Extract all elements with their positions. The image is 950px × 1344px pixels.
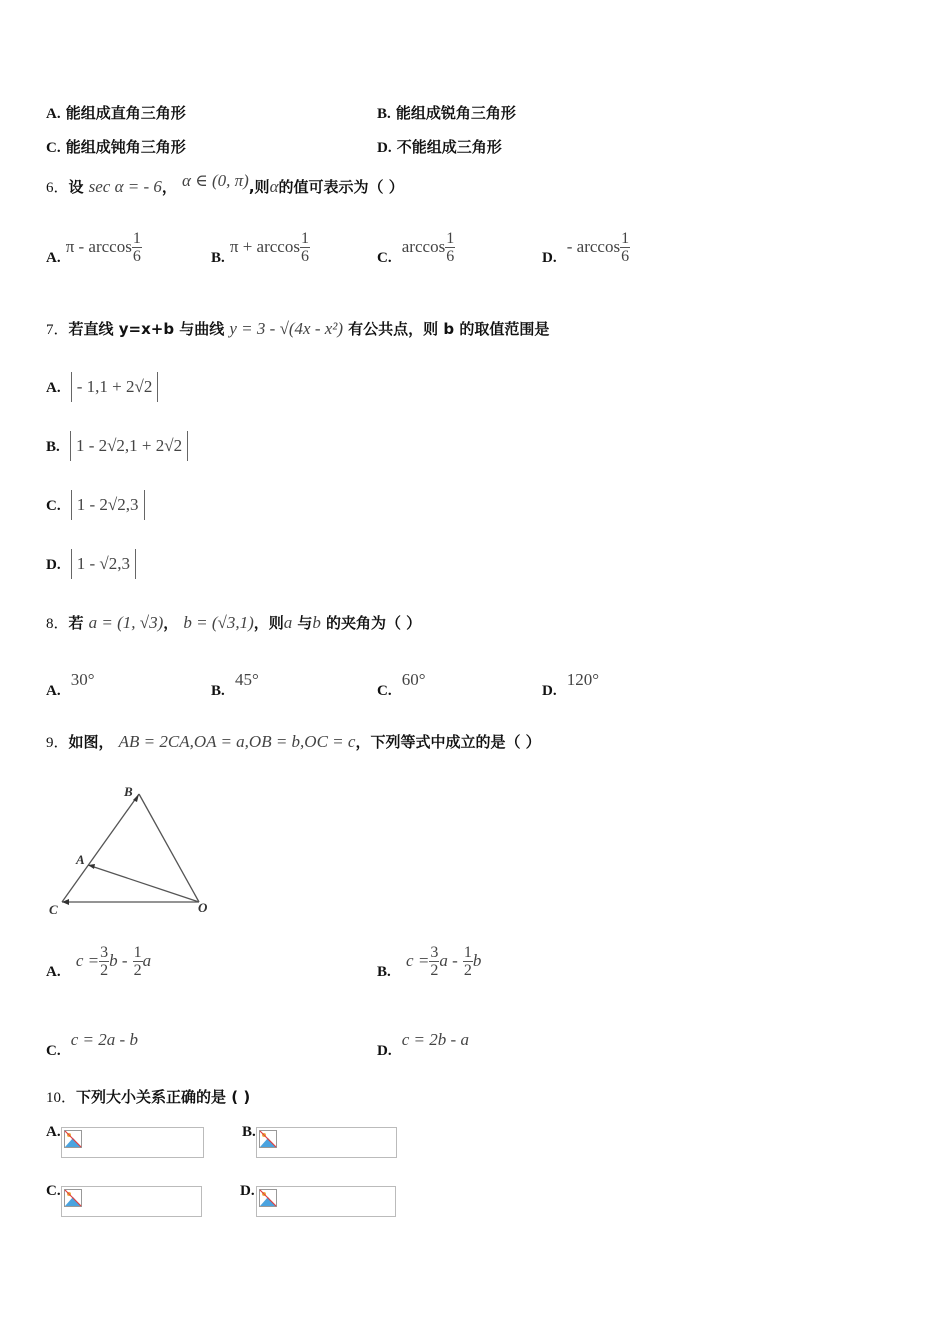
q10-option-b-label: B. — [242, 1124, 256, 1140]
q9-option-b: B. c = $\frac{3}{2}$ a - $\frac{1}{2}$ b — [377, 944, 482, 980]
q10-option-d-image — [256, 1186, 396, 1217]
q10-option-a-label: A. — [46, 1124, 61, 1140]
q7-option-b: B. 1 - 2√2,1 + 2√2 — [46, 431, 188, 461]
triangle-figure — [44, 780, 219, 920]
q6-option-a: A. π - arccos $\frac{1}{6}$ — [46, 230, 141, 266]
q9-option-a: A. c = $\frac{3}{2}$ b - $\frac{1}{2}$ a — [46, 944, 152, 980]
q5-option-a: A. 能组成直角三角形 — [46, 104, 186, 122]
q9-stem: 9．如图， AB = 2CA,OA = a,OB = b,OC = c，下列等式中成立的是（ ） — [46, 732, 541, 751]
q10-option-a-image — [61, 1127, 204, 1158]
q6-stem: 6．设 sec α = - 6， α ∈ (0, π),则α的值可表示为（ ） — [46, 171, 404, 196]
q10-option-c-image — [61, 1186, 202, 1217]
segment-oa — [88, 865, 199, 902]
label-o: O — [198, 900, 208, 915]
q7-option-a: A. - 1,1 + 2√2 — [46, 372, 158, 402]
broken-image-icon — [259, 1189, 277, 1207]
q6-option-b: B. π + arccos $\frac{1}{6}$ — [211, 230, 309, 266]
q9-option-d: D. c = 2b - a — [377, 1030, 469, 1059]
side-cb — [62, 794, 139, 902]
label-b: B — [124, 784, 133, 799]
q5-option-c: C. 能组成钝角三角形 — [46, 138, 186, 156]
side-bo — [139, 794, 199, 902]
q8-option-d: D. 120° — [542, 670, 600, 699]
q10-option-c-label: C. — [46, 1183, 61, 1199]
q8-option-a: A. 30° — [46, 670, 95, 699]
label-c: C — [49, 902, 58, 917]
broken-image-icon — [259, 1130, 277, 1148]
q10-option-d-label: D. — [240, 1183, 255, 1199]
q8-stem: 8．若 a = (1, √3)， b = (√3,1)，则a 与b 的夹角为（ ） — [46, 613, 422, 632]
q10-option-b-image — [256, 1127, 397, 1158]
q7-option-c: C. 1 - 2√2,3 — [46, 490, 145, 520]
broken-image-icon — [64, 1130, 82, 1148]
q7-stem: 7．若直线 y=x+b 与曲线 y = 3 - √(4x - x²) 有公共点，则 b 的取值范围是 — [46, 319, 550, 338]
q6-option-c: C. arccos $\frac{1}{6}$ — [377, 230, 455, 266]
q8-option-b: B. 45° — [211, 670, 259, 699]
q5-option-d: D. 不能组成三角形 — [377, 138, 502, 156]
q8-option-c: C. 60° — [377, 670, 426, 699]
q9-option-c: C. c = 2a - b — [46, 1030, 138, 1059]
q6-option-d: D. - arccos $\frac{1}{6}$ — [542, 230, 630, 266]
broken-image-icon — [64, 1189, 82, 1207]
q10-stem: 10．下列大小关系正确的是 ( ) — [46, 1088, 251, 1106]
q5-option-b: B. 能组成锐角三角形 — [377, 104, 516, 122]
fraction-one-sixth: $\frac{1}{6}$ — [132, 230, 141, 265]
label-a: A — [76, 852, 85, 867]
q7-option-d: D. 1 - √2,3 — [46, 549, 136, 579]
